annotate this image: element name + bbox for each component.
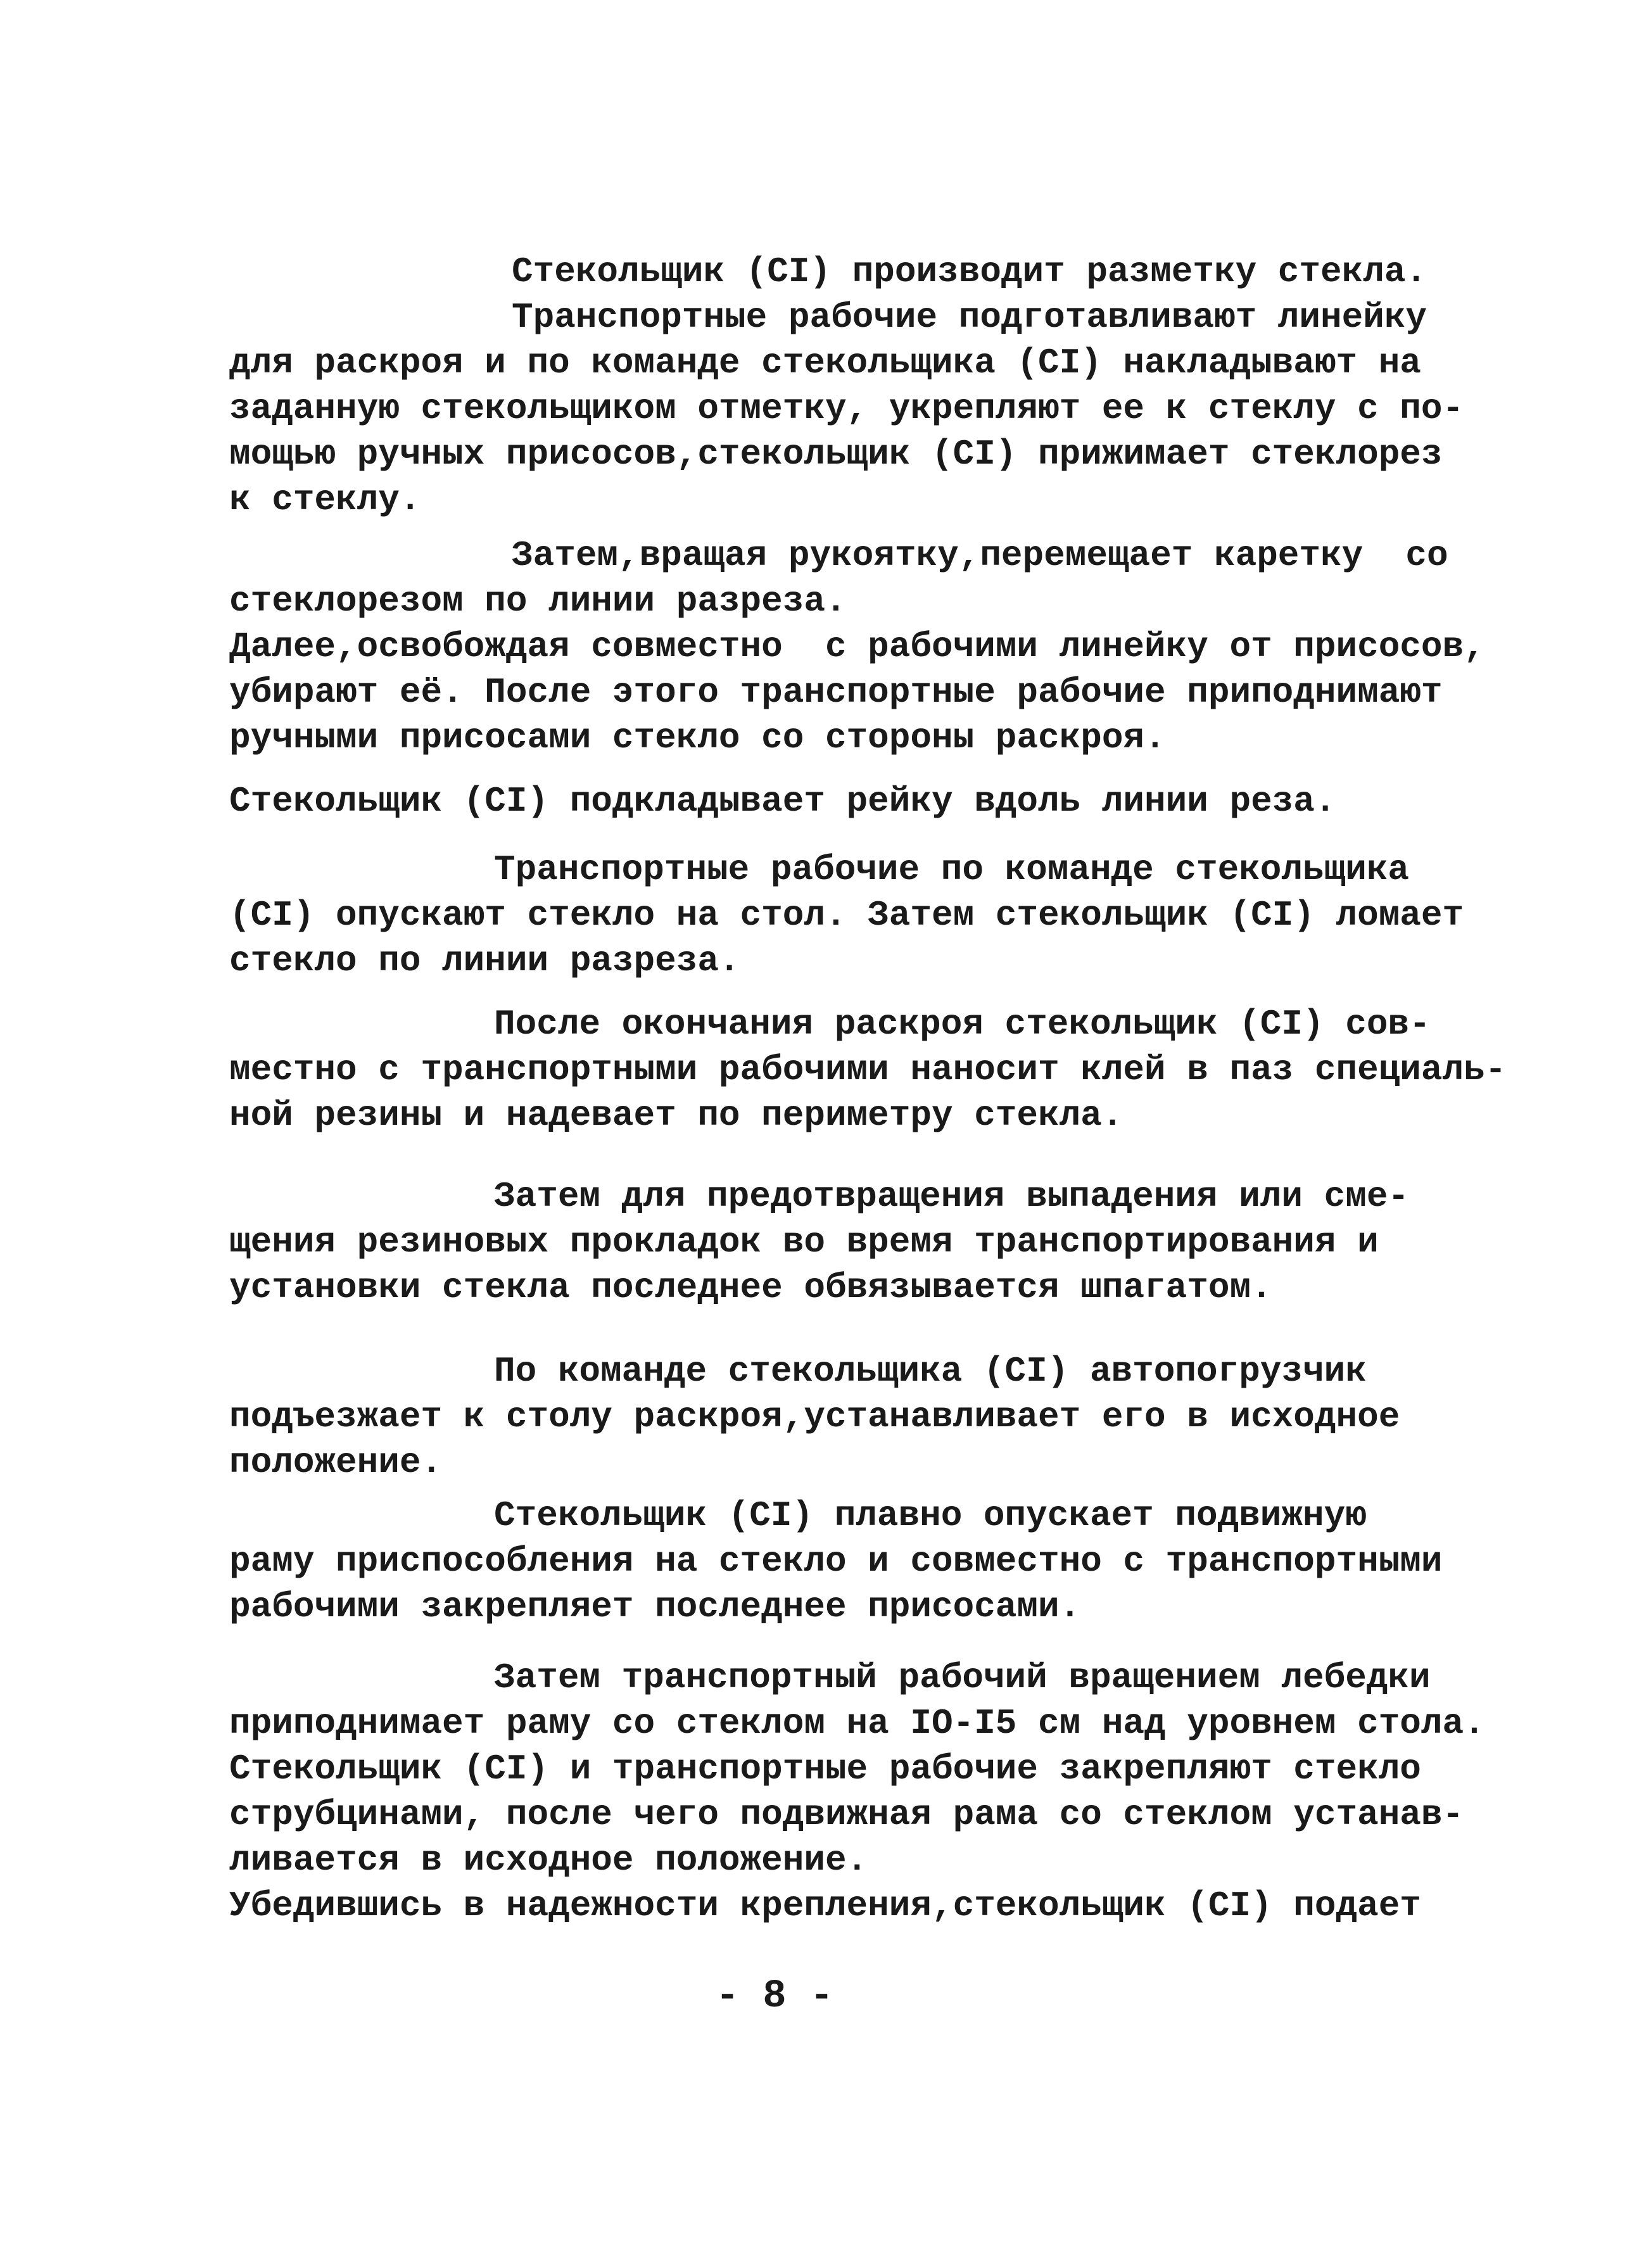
text-line: Стекольщик (CI) плавно опускает подвижную xyxy=(494,1495,1367,1536)
text-line: для раскроя и по команде стекольщика (CI) накладывают на xyxy=(229,343,1421,383)
text-line: Стекольщик (CI) и транспортные рабочие закрепляют стекло xyxy=(229,1749,1421,1789)
text-line: подъезжает к столу раскроя,устанавливает его в исходное xyxy=(229,1397,1400,1437)
text-line: ручными присосами стекло со стороны раскроя. xyxy=(229,718,1166,758)
text-line: ливается в исходное положение. xyxy=(229,1840,868,1880)
text-line: Транспортные рабочие по команде стекольщика xyxy=(494,849,1410,890)
text-line: приподнимает раму со стеклом на IO-I5 см над уровнем стола. xyxy=(229,1703,1485,1744)
text-line: заданную стекольщиком отметку, укрепляют ее к стеклу с по- xyxy=(229,388,1464,429)
text-line: убирают её. После этого транспортные рабочие приподнимают xyxy=(229,672,1443,713)
text-line: стеклорезом по линии разреза. xyxy=(229,581,847,621)
text-line: ной резины и надевает по периметру стекла. xyxy=(229,1095,1123,1136)
text-line: раму приспособления на стекло и совместно с транспортными xyxy=(229,1541,1443,1581)
text-line: щения резиновых прокладок во время транспортирования и xyxy=(229,1222,1379,1262)
text-line: струбцинами, после чего подвижная рама со стеклом устанав- xyxy=(229,1794,1464,1835)
text-line: Далее,освобождая совместно с рабочими линейку от присосов, xyxy=(229,626,1485,667)
page-number: - 8 - xyxy=(716,1973,834,2018)
text-line: После окончания раскроя стекольщик (CI) сов- xyxy=(494,1004,1431,1044)
text-line: местно с транспортными рабочими наносит клей в паз специаль- xyxy=(229,1049,1507,1090)
text-line: Стекольщик (CI) подкладывает рейку вдоль линии реза. xyxy=(229,781,1336,821)
text-line: положение. xyxy=(229,1442,443,1483)
text-line: мощью ручных присосов,стекольщик (CI) прижимает стеклорез xyxy=(229,434,1443,474)
text-line: По команде стекольщика (CI) автопогрузчик xyxy=(494,1351,1367,1391)
text-line: Затем,вращая рукоятку,перемещает каретку со xyxy=(512,535,1448,576)
text-line: (CI) опускают стекло на стол. Затем стекольщик (CI) ломает xyxy=(229,895,1464,935)
text-line: Стекольщик (CI) производит разметку стекла. xyxy=(512,251,1427,292)
text-line: Убедившись в надежности крепления,стекольщик (CI) подает xyxy=(229,1885,1421,1926)
text-line: Затем для предотвращения выпадения или сме- xyxy=(494,1176,1410,1217)
text-line: рабочими закрепляет последнее присосами. xyxy=(229,1587,1081,1627)
text-line: стекло по линии разреза. xyxy=(229,941,740,981)
text-line: установки стекла последнее обвязывается шпагатом. xyxy=(229,1267,1272,1308)
text-line: Затем транспортный рабочий вращением лебедки xyxy=(494,1657,1431,1698)
text-line: к стеклу. xyxy=(229,479,421,520)
text-line: Транспортные рабочие подготавливают линейку xyxy=(512,297,1427,338)
